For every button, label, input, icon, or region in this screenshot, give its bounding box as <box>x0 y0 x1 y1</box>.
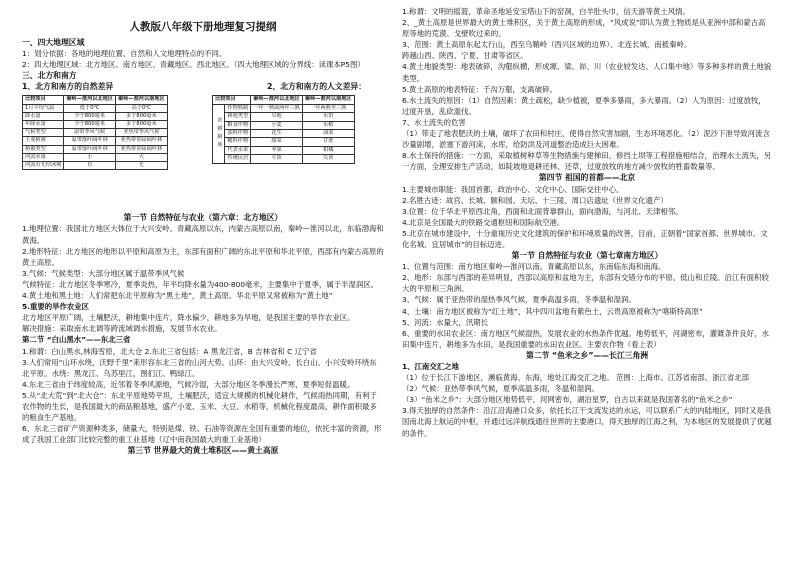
section-heading-regions: 一、四大地理区域 <box>22 38 85 47</box>
text-line: 1、江南交汇之地 <box>402 362 459 371</box>
table-cell: 无 <box>116 162 168 170</box>
table-cell: 温带季风气候 <box>64 129 116 137</box>
table-cell: 比较项目 <box>213 96 251 104</box>
text-line: （1）位于长江下游地区，濒临黄海、东海，地处江海交汇之地。 范围：上海市、江苏省南部、浙江省北部 <box>402 373 750 383</box>
vertical-label: 农耕制度 <box>213 104 225 163</box>
table-cell: 油菜 <box>302 130 354 138</box>
text-line: 3、气候：属于亚热带的湿热季风气候，夏季高温多雨，冬季温和湿润。 <box>402 295 636 305</box>
table-cell: 亚热带季风气候 <box>116 129 168 137</box>
table-row <box>23 120 168 128</box>
text-line: 3.人们常用“山环水绕，沃野千里”来形容东北三省的山河大势。山环：由大兴安岭、长白山、小兴安岭环绕东北平原。水绕：黑龙江、乌苏里江，图们江、鸭绿江。 <box>22 357 377 378</box>
text-line: 4.东北三省由于纬度较高，近邻着冬季风源地，气候冷湿，大部分地区冬季漫长严寒，夏季短促温暖。 <box>22 379 355 389</box>
table-cell: 多于800毫米 <box>116 112 168 120</box>
table-row <box>23 162 168 170</box>
regions-line-1: 1：划分依据：各地的地理位置、自然和人文地理特点的不同。 <box>22 49 227 59</box>
chapter-heading-south: 第一节 自然特征与农业（第七章南方地区） <box>511 251 663 261</box>
table-row <box>213 130 355 138</box>
text-line: 2.地形特征：北方地区的地形以平原和高原为主，东部有面积广阔的东北平原和华北平原，西部有内蒙古高原的黄土高原。 <box>22 246 384 267</box>
text-line: 6、重要的水田农业区：南方地区气候湿热，发展农业的水热条件优越。地势低平，河湖密布，灌溉条件良好，水田集中连片，耕地多为水田，是我国重要的水田农业区。主要农作物（看上表） <box>402 328 769 349</box>
text-line: 6、东北三省矿产资源种类多，储量大，特别是煤、铁、石油等资源在全国有重要的地位，依托丰富的资源，形成了我国工业部门比较完整的重工业基地（辽中南我国最大的重工业基地） <box>22 424 382 445</box>
table-cell: 比较项目 <box>23 96 64 104</box>
text-line: 3、范围：黄土高原东起太行山，西至乌鞘岭（西兴区域的边界）、北连长城，南抵秦岭。 <box>402 40 692 50</box>
chapter-heading-north: 第一节 自然特征与农业（第六章：北方地区） <box>123 213 283 223</box>
table-cell: 秦岭—淮河以南地区 <box>302 96 354 104</box>
table-row <box>213 104 355 112</box>
text-line: 2、地形：东部与西部的差异明显，西部以高原和盆地为主，东部有交错分布的平原、低山和丘陵。沿江有面积较大的平原和三角洲。 <box>402 273 769 294</box>
table-cell: 年降水量 <box>23 120 64 128</box>
table-cell: 小 <box>64 153 116 161</box>
text-line: 北方地区平原广阔，土壤肥沃，耕地集中连片，降水偏少，耕地多为旱地，是我国主要的旱作农业区。 <box>22 313 355 323</box>
table-cell: 作物熟制 <box>225 104 251 112</box>
text-line: 1.主要城市职能：我国首都，政治中心、文化中心、国际交往中心。 <box>402 184 624 194</box>
text-line: （1）带走了地表肥沃的土壤，破坏了农田和村庄，使得自然灾害加剧，生态环境恶化。（2）泥沙下泄导致河流含沙量剧增，淤塞下游河床，水库，给防洪及河道整治造成巨大困难。 <box>402 129 770 150</box>
table-row <box>213 146 355 154</box>
table-cell: 高于0℃ <box>116 104 168 112</box>
table-row <box>23 137 168 145</box>
section-heading-north-south: 三、北方和南方 <box>22 71 77 81</box>
table-cell: 亚热带常绿阔叶林 <box>116 137 168 145</box>
text-line: 5.黄土高原的地表特征：千沟万壑，支离破碎。 <box>402 84 557 94</box>
table-cell: 大 <box>116 153 168 161</box>
table-cell: 气候类型 <box>23 129 64 137</box>
table-cell: 少于800毫米 <box>64 120 116 128</box>
chapter-heading-loess: 第三节 世界最大的黄土堆积区——黄土高原 <box>127 446 279 456</box>
document-title: 人教版八年级下册地理复习提纲 <box>129 21 277 33</box>
table-cell: 亚热带常绿阔叶林 <box>116 145 168 153</box>
table-cell: 甘蔗 <box>302 138 354 146</box>
text-line: 3.位置：位于华北平原西北角，西面和北面背靠群山，面向渤海，与河北、天津相邻。 <box>402 206 683 216</box>
text-line: 4.黄土地和黑土地：人们常把东北平原称为“黑土地”，黄土高原、华北平原又常被称为“黄土地” <box>22 291 333 301</box>
table-header-row <box>23 96 168 104</box>
text-line: 6.水土流失的原因：（1）自然因素：黄土疏松，缺少植被，夏季多暴雨，多大暴雨。（2）人为原因：过度放牧，过度开垦，乱砍滥伐。 <box>402 95 766 116</box>
table-cell: 植被类型 <box>23 145 64 153</box>
table-cell: 耕地类型 <box>225 113 251 121</box>
table-cell: 秦岭—淮河以北地区 <box>64 96 116 104</box>
text-line: 4、土壤：南方地区被称为“红土地”，其中四川盆地有紫色土，云贵高原被称为“喀斯特高原” <box>402 306 703 316</box>
table-cell: 代表水果 <box>225 146 251 154</box>
left-column <box>22 6 384 456</box>
table-cell: 有 <box>64 162 116 170</box>
text-line: 气候特征：北方地区冬季寒冷，夏季炎热，年平均降水量为400-800毫米，主要集中于夏季，属于半湿润区。 <box>22 279 379 289</box>
table-cell: 传统民居 <box>225 155 251 163</box>
text-line: 2.名胜古迹：故宫、长城、颐和园、天坛、十三陵、周口店遗址（世界文化遗产） <box>402 195 668 205</box>
chapter-heading-beijing: 第四节 祖国的首都——北京 <box>538 173 636 183</box>
text-line: 解决措施：采取南水北调等跨流域调水措施，发展节水农业。 <box>22 324 222 334</box>
table-row <box>23 153 168 161</box>
table-cell: 秦岭—淮河以北地区 <box>251 96 303 104</box>
text-line: 5.从“北大荒”到“北大仓”：东北平原地势平坦，土壤肥沃，适宜大规模的机械化耕作，气候雨热同期，有利于农作物的生长，是我国最大的商品粮基地，盛产小麦、玉米、大豆、水稻等，机械化程度最高，耕作面积最多的粮食生产基地。 <box>22 390 377 423</box>
text-line: 5.重要的旱作农业区 <box>22 302 90 312</box>
text-line: 跨越山西、陕西、宁夏、甘肃等省区。 <box>402 51 528 61</box>
right-column <box>402 6 772 439</box>
text-line: 2、_黄土高原是世界最大的黄土堆积区，关于黄土高原的形成，“风成说”即认为黄土物质是从亚洲中部和蒙古高原等地的荒漠、戈壁吹过来的。 <box>402 18 766 39</box>
table-cell: 一年两熟至三熟 <box>302 104 354 112</box>
table-row <box>213 113 355 121</box>
chapter-heading-yangtze-delta: 第二节 “鱼米之乡”——长江三角洲 <box>525 350 649 360</box>
table-cell: 旱地 <box>251 113 303 121</box>
table-cell: 主要植被 <box>23 137 64 145</box>
text-line: 7、水土流失的危害 <box>402 117 466 127</box>
text-line: 1.地理位置：我国北方地区大体位于大兴安岭、青藏高原以东，内蒙古高原以南，秦岭—淮河以北，东临渤海和黄海。 <box>22 224 384 245</box>
text-line: 3.气候：气候类型：大部分地区属于温带季风气候 <box>22 268 185 278</box>
table-cell: 油料作物 <box>225 130 251 138</box>
table-cell: 少于800毫米 <box>64 112 116 120</box>
table-row <box>213 155 355 163</box>
text-line: （3）“鱼米之乡”：大部分地区地势低平，河网密布，湖泊星罗，自古以来就是我国著名的“鱼米之乡” <box>402 395 733 405</box>
table-cell: 糖料作物 <box>225 138 251 146</box>
text-line: 8.水土保持的措施：一方面，采取植树种草等生物措施与建梯田、修挡土坝等工程措施相结合，治理水土流失，另一方面，全理安排生产活动，如陡坡地退耕还林、还草，过度放牧的地方减少放牧的牲畜数量等。 <box>402 151 772 172</box>
subheading-human: 2、北方和南方的人文差异： <box>267 82 366 92</box>
table-cell: 低于0℃ <box>64 104 116 112</box>
text-line: 5.北京在城市建设中，十分重视历史文化建筑的保护和环境质量的改善，目前，正朝着“国家首都、世界城市、文化名城、宜居城市”的目标迈进。 <box>402 228 768 249</box>
table-cell: 多于800毫米 <box>116 120 168 128</box>
table-cell: 温带落叶阔叶林 <box>64 137 116 145</box>
table-cell: 甜菜 <box>251 138 303 146</box>
table-row <box>23 104 168 112</box>
table-cell: 尖顶 <box>302 155 354 163</box>
table-row <box>23 145 168 153</box>
text-line: 4.北京是全国最大的铁路交通枢纽和国际航空港。 <box>402 217 565 227</box>
table-cell: 苹果 <box>251 146 303 154</box>
natural-difference-table <box>22 95 168 170</box>
text-line: 第二节 “白山黑水”——东北三省 <box>22 335 131 345</box>
table-cell: 花生 <box>251 130 303 138</box>
comparison-tables <box>22 92 384 212</box>
table-cell: 温带落叶阔叶林 <box>64 145 116 153</box>
table-cell: 平顶 <box>251 155 303 163</box>
table-cell: 河流水量 <box>23 153 64 161</box>
text-line: 1、位置与范围：南方地区秦岭—淮河以南，青藏高原以东，东南临东海和南海。 <box>402 262 666 272</box>
table-cell: 一年一熟或两年三熟 <box>251 104 303 112</box>
table-row <box>213 138 355 146</box>
text-line: （2）气候：亚热带季风气候，夏季高温多雨，冬温和湿润。 <box>402 384 599 394</box>
regions-line-2: 2：四大地理区域：北方地区、南方地区、青藏地区、西北地区。（四大地理区域的分界线：读课本P5图） <box>22 60 365 70</box>
table-cell: 水稻 <box>302 121 354 129</box>
subheading-natural: 1、北方和南方的自然差异 <box>22 82 114 92</box>
text-line: 1.称谓：文明的摇篮，革命圣地延安宝塔山下的窑洞，白羊肚头巾，信天游等黄土风情。 <box>402 7 690 16</box>
text-line: 5、河流：水量大，汛期长 <box>402 317 489 327</box>
table-cell: 柑橘 <box>302 146 354 154</box>
table-cell: 1月平均气温 <box>23 104 64 112</box>
table-header-row <box>213 96 355 104</box>
table-row <box>23 129 168 137</box>
subheading-row <box>22 81 384 92</box>
table-cell: 河流有无结冰期 <box>23 162 64 170</box>
text-line: 4.黄土地貌类型：地表破碎，沟壑纵横，形成塬、梁、峁、川（农业较发达、人口集中地）等多种多样的黄土地貌类型。 <box>402 62 772 83</box>
text-line: 1.称谓：白山黑水,林海雪原，北大仓 2.东北三省包括：A 黑龙江省，B 吉林省和 C 辽宁省 <box>22 346 317 356</box>
table-cell: 粮食作物 <box>225 121 251 129</box>
human-difference-table <box>212 95 355 163</box>
table-row <box>23 112 168 120</box>
table-cell: 秦岭—淮河以南地区 <box>116 96 168 104</box>
table-cell: 小麦 <box>251 121 303 129</box>
text-line: 3.得天独厚的自然条件：沿江沿海港口众多，依托长江干支流发达的水运，可以联系广大的内陆地区，同时又是我国南北海上航运的中枢，并通过远洋航线通往世界的主要港口，得天独厚的江海之利，为本地区的发展提供了优越的条件。 <box>402 406 772 438</box>
table-row <box>213 121 355 129</box>
table-cell: 降水量 <box>23 112 64 120</box>
table-cell: 水田 <box>302 113 354 121</box>
